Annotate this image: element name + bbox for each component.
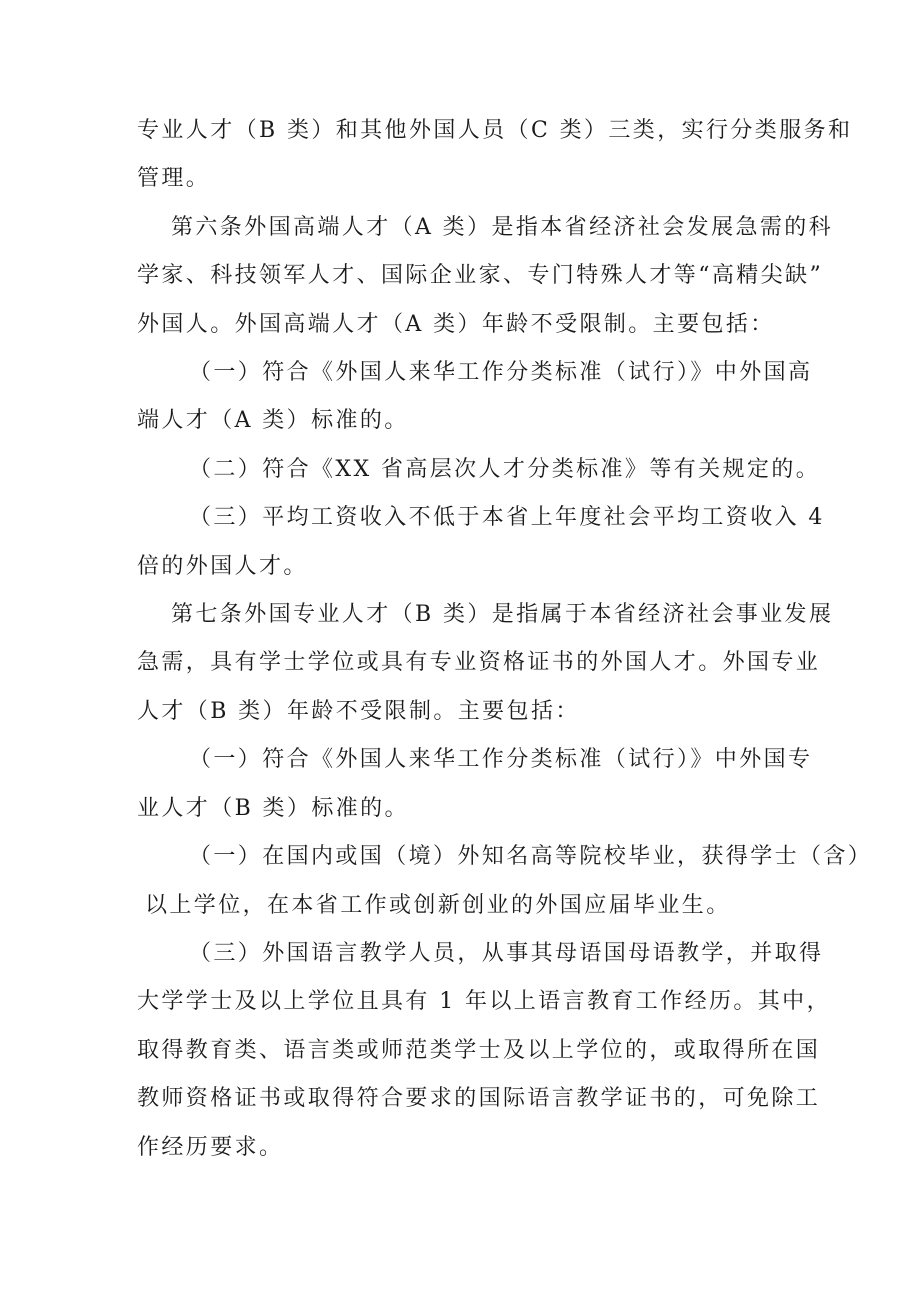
paragraph-intro-continuation — [137, 107, 853, 204]
text-line: 取得教育类、语言类或师范类学士及以上学位的，或取得所在国 — [137, 1037, 821, 1063]
text-line: 第六条外国高端人才（A 类）是指本省经济社会发展急需的科 — [171, 214, 834, 240]
text-line: 大学学士及以上学位且具有 1 年以上语言教育工作经历。其中， — [137, 989, 831, 1015]
text-line: （一）在国内或国（境）外知名高等院校毕业，获得学士（含） — [189, 844, 873, 870]
text-line: 第七条外国专业人才（B 类）是指属于本省经济社会事业发展 — [171, 602, 834, 628]
text-line: （一）符合《外国人来华工作分类标准（试行）》中外国高 — [189, 360, 813, 386]
document-body — [137, 107, 873, 1172]
paragraph-article-7-item-2 — [137, 833, 873, 930]
text-line: 专业人才（B 类）和其他外国人员（C 类）三类，实行分类服务和 — [137, 118, 853, 143]
paragraph-article-6-item-3 — [137, 494, 825, 591]
text-line: 教师资格证书或取得符合要求的国际语言教学证书的，可免除工 — [137, 1086, 821, 1112]
text-line: （三）外国语言教学人员，从事其母语国母语教学，并取得 — [189, 940, 824, 966]
text-line: 学家、科技领军人才、国际企业家、专门特殊人才等“高精尖缺” — [137, 263, 824, 289]
text-line: （二）符合《XX 省高层次人才分类标准》等有关规定的。 — [189, 456, 821, 482]
paragraph-article-7-item-3 — [137, 930, 831, 1172]
text-line: 人才（B 类）年龄不受限制。主要包括： — [137, 698, 580, 724]
paragraph-article-6 — [137, 204, 834, 349]
text-line: （三）平均工资收入不低于本省上年度社会平均工资收入 4 — [189, 505, 825, 531]
text-line: 外国人。外国高端人才（A 类）年龄不受限制。主要包括： — [137, 311, 775, 337]
text-line: 管理。 — [137, 166, 211, 192]
text-line: 端人才（A 类）标准的。 — [137, 408, 409, 434]
text-line: 倍的外国人才。 — [137, 553, 308, 579]
text-line: 作经历要求。 — [137, 1134, 284, 1160]
paragraph-article-6-item-1 — [137, 349, 813, 446]
paragraph-article-6-item-2 — [137, 446, 821, 494]
paragraph-article-7-item-1 — [137, 736, 813, 833]
text-line: 以上学位，在本省工作或创新创业的外国应届毕业生。 — [145, 892, 731, 918]
paragraph-article-7 — [137, 591, 834, 736]
text-line: 急需，具有学士学位或具有专业资格证书的外国人才。外国专业 — [137, 650, 821, 676]
text-line: 业人才（B 类）标准的。 — [137, 795, 409, 821]
text-line: （一）符合《外国人来华工作分类标准（试行）》中外国专 — [189, 747, 813, 773]
